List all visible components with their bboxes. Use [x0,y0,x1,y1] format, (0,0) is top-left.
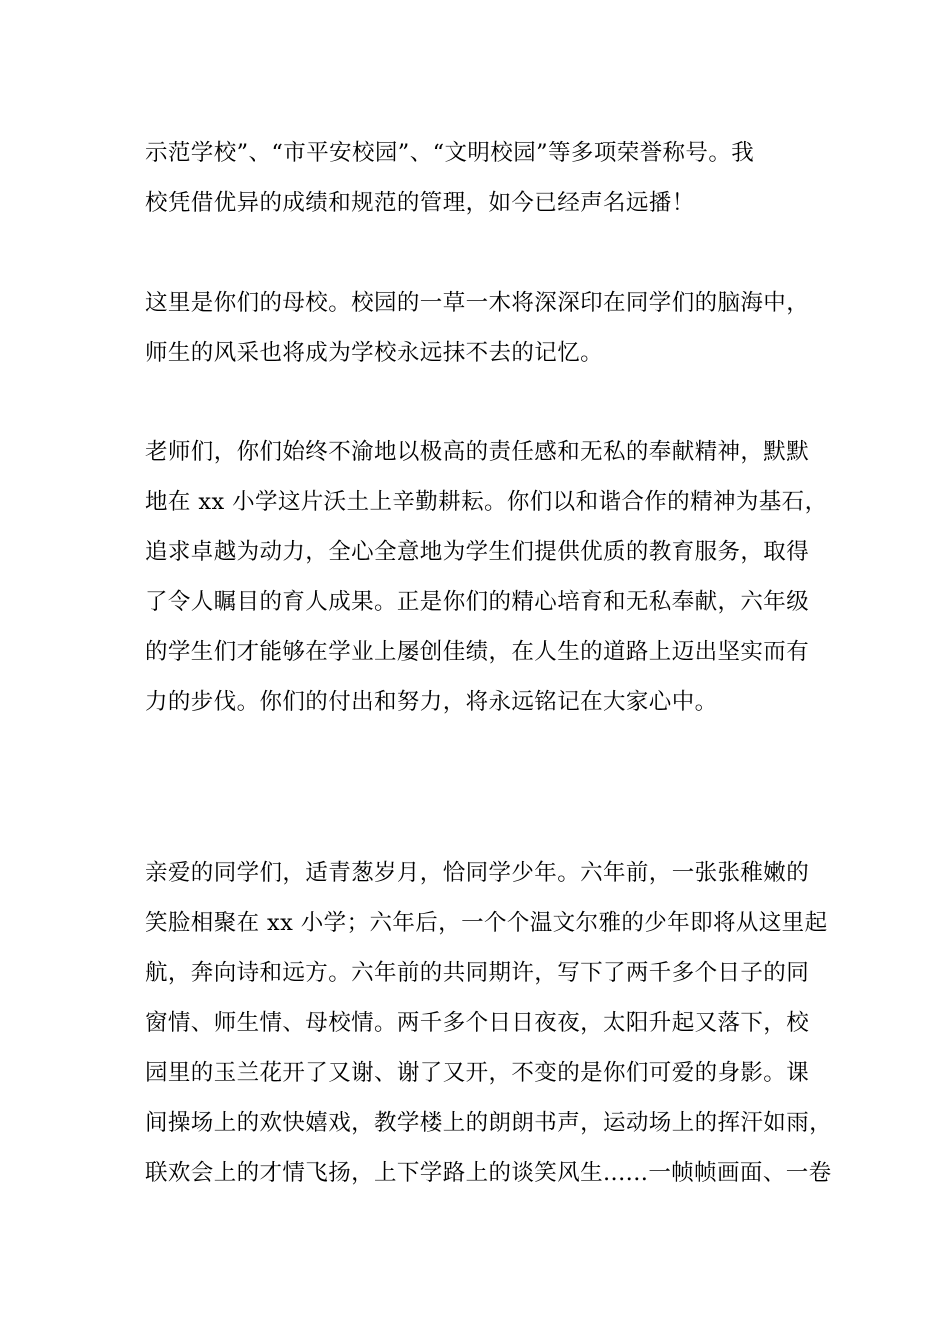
paragraph-school-honors [145,128,825,228]
paragraph-alma-mater [145,278,825,378]
text-line: 老师们，你们始终不渝地以极高的责任感和无私的奉献精神，默默 [145,439,810,465]
text-line: 校凭借优异的成绩和规范的管理，如今已经声名远播！ [145,190,695,216]
paragraph-students [145,848,833,1198]
text-line: 这里是你们的母校。校园的一草一木将深深印在同学们的脑海中， [145,290,810,316]
text-line: 地在 xx 小学这片沃土上辛勤耕耘。你们以和谐合作的精神为基石， [145,489,828,515]
text-line: 了令人瞩目的育人成果。正是你们的精心培育和无私奉献，六年级 [145,589,810,615]
text-line: 师生的风采也将成为学校永远抹不去的记忆。 [145,340,604,366]
text-line: 园里的玉兰花开了又谢、谢了又开，不变的是你们可爱的身影。课 [145,1060,810,1086]
paragraph-teachers [145,427,828,727]
text-line: 力的步伐。你们的付出和努力，将永远铭记在大家心中。 [145,689,718,715]
text-line: 联欢会上的才情飞扬，上下学路上的谈笑风生......一帧帧画面、一卷 [145,1160,832,1186]
text-line: 窗情、师生情、母校情。两千多个日日夜夜，太阳升起又落下，校 [145,1010,810,1036]
text-line: 的学生们才能够在学业上屡创佳绩，在人生的道路上迈出坚实而有 [145,639,810,665]
text-line: 航，奔向诗和远方。六年前的共同期许，写下了两千多个日子的同 [145,960,810,986]
text-line: 间操场上的欢快嬉戏，教学楼上的朗朗书声，运动场上的挥汗如雨， [145,1110,833,1136]
text-line: 追求卓越为动力，全心全意地为学生们提供优质的教育服务，取得 [145,539,810,565]
text-line: 笑脸相聚在 xx 小学；六年后，一个个温文尔雅的少年即将从这里起 [145,910,828,936]
text-line: 示范学校”、“市平安校园”、“文明校园”等多项荣誉称号。我 [145,140,755,166]
text-line: 亲爱的同学们，适青葱岁月，恰同学少年。六年前，一张张稚嫩的 [145,860,810,886]
